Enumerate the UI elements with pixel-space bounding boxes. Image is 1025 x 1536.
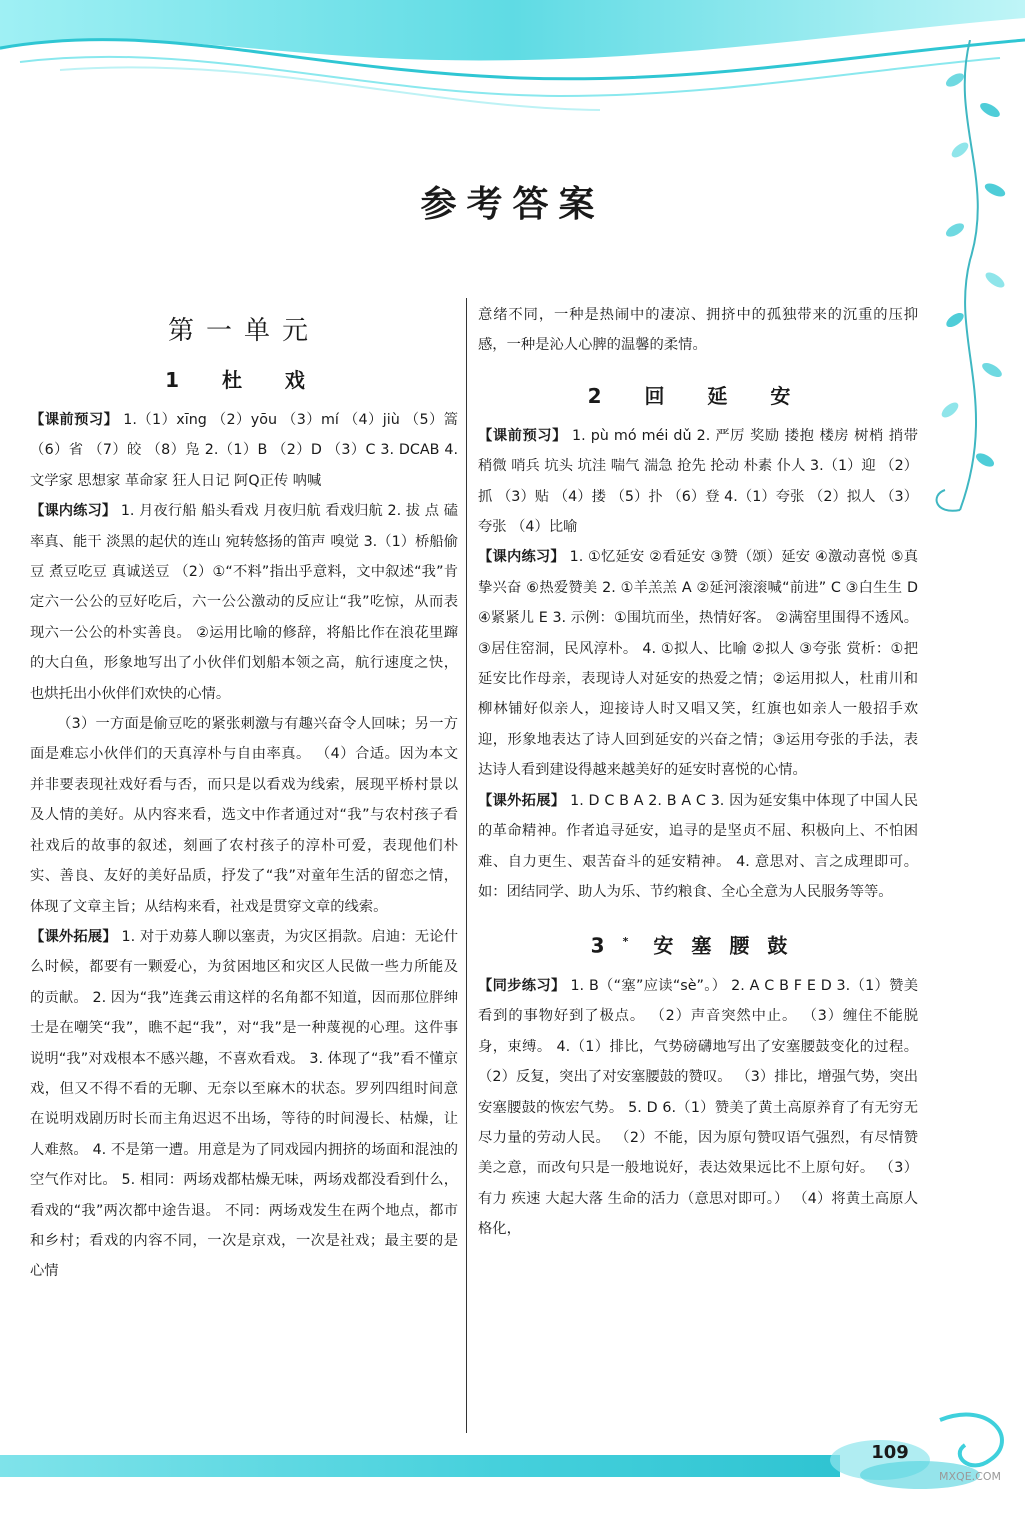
section-label: 【课内练习】	[478, 549, 565, 566]
section-label: 【课外拓展】	[30, 928, 117, 945]
vine-decoration	[900, 40, 1025, 520]
answer-text: 意绪不同，一种是热闹中的凄凉、拥挤中的孤独带来的沉重的压抑感，一种是沁人心脾的温馨的柔情。	[478, 307, 918, 354]
page-number: 109	[871, 1442, 909, 1463]
answer-paragraph	[478, 421, 918, 543]
unit-heading: 第一单元	[167, 316, 320, 346]
answer-paragraph	[30, 922, 458, 1287]
section-label: 【课外拓展】	[478, 792, 566, 809]
answer-paragraph	[478, 786, 918, 908]
section-label: 【课内练习】	[30, 503, 117, 520]
answer-text: 1. D C B A 2. B A C 3. 因为延安集中体现了中国人民的革命精神。作者追寻延安，追寻的是坚贞不屈、积极向上、不怕困难、自力更生、艰苦奋斗的延安精神。 4. 意思对、言之成理即可。如：团结同学、助人为乐、节约粮食、全心全意为人民服务等等。	[478, 792, 919, 900]
lesson-number: 3	[590, 933, 623, 958]
answer-text: 1. 对于劝募人聊以塞责，为灾区捐款。启迪：无论什么时候，都要有一颗爱心，为贫困地区和灾区人民做一些力所能及的贡献。 2. 因为“我”连龚云甫这样的名角都不知道，因而那位胖绅士是在嘲笑“我”，瞧不起“我”，对“我”是一种蔑视的心理。这件事说明“我”对戏根本不感兴趣，不喜欢看戏。 3. 体现了“我”看不懂京戏，但又不得不看的无聊、无奈以至麻木的状态。罗列四组时间意在说明戏剧历时长而主角迟迟不出场，等待的时间漫长、枯燥，让人难熬。 4. 不是第一遭。用意是为了同戏园内拥挤的场面和混浊的空气作对比。 5. 相同：两场戏都枯燥无味，两场戏都没看到什么，看戏的“我”两次都中途告退。 不同：两场戏发生在两个地点，都市和乡村；看戏的内容不同，一次是京戏，一次是社戏；最主要的是心情	[30, 928, 458, 1280]
page-title: 参考答案	[420, 183, 605, 225]
answer-text: 1. ①忆延安 ②看延安 ③赞（颂）延安 ④激动喜悦 ⑤真挚兴奋 ⑥热爱赞美 2. ①羊羔羔 A ②延河滚滚喊“前进” C ③白生生 D ④紧紧儿 E 3. 示例：①围坑而坐，热情好客。 ②满窑里围得不透风。 ③居住窑洞，民风淳朴。 4. ①拟人、比喻 ②拟人 ③夸张 赏析：①把延安比作母亲，表现诗人对延安的热爱之情；②运用拟人，杜甫川和柳林铺好似亲人，迎接诗人时又唱又笑，红旗也如亲人一般招手欢迎，形象地表达了诗人回到延安的兴奋之情；③运用夸张的手法，表达诗人看到建设得越来越美好的延安时喜悦的心情。	[478, 549, 918, 779]
footer-bar	[0, 1455, 840, 1477]
answer-text: 1. B（“塞”应读“sè”。） 2. A C B F E D 3.（1）赞美看到的事物好到了极点。 （2）声音突然中止。 （3）缠住不能脱身，束缚。 4.（1）排比，气势磅礴地写出了安塞腰鼓变化的过程。 （2）反复，突出了对安塞腰鼓的赞叹。 （3）排比，增强气势，突出安塞腰鼓的恢宏气势。 5. D 6.（1）赞美了黄土高原养育了有无穷无尽力量的劳动人民。 （2）不能，因为原句赞叹语气强烈，有尽情赞美之意，而改句只是一般地说好，表达效果远比不上原句好。 （3）有力 疾速 大起大落 生命的活力（意思对即可。） （4）将黄土高原人格化，	[478, 977, 918, 1238]
lesson-heading: 1 杜 戏	[165, 368, 323, 392]
answer-text: 1.（1）xīng （2）yōu （3）mí （4）jiù （5）篙 （6）省 （7）皎 （8）凫 2.（1）B （2）D （3）C 3. DCAB 4. 文学家 思想家 革命家 狂人日记 阿Q正传 呐喊	[30, 412, 458, 489]
section-label: 【课前预习】	[30, 412, 119, 428]
answer-paragraph	[478, 300, 918, 361]
lesson-heading	[478, 925, 918, 963]
answer-paragraph	[30, 405, 458, 496]
lesson-heading: 2 回 延 安	[587, 383, 809, 408]
header-banner	[0, 0, 1025, 120]
watermark: MXQE.COM	[939, 1470, 1001, 1483]
section-label: 【同步练习】	[478, 977, 566, 994]
answer-text: （3）一方面是偷豆吃的紧张刺激与有趣兴奋令人回味；另一方面是难忘小伙伴们的天真淳朴与自由率真。 （4）合适。因为本文并非要表现社戏好看与否，而只是以看戏为线索，展现平桥村景以及人情的美好。从内容来看，选文中作者通过对“我”与农村孩子看社戏后的故事的叙述，刻画了农村孩子的淳朴可爱，表现他们朴实、善良、友好的美好品质，抒发了“我”对童年生活的留恋之情，体现了文章主旨；从结构来看，社戏是贯穿文章的线索。	[30, 716, 458, 915]
optional-mark: *	[622, 935, 629, 949]
answer-paragraph	[30, 709, 458, 922]
answer-text: 1. 月夜行船 船头看戏 月夜归航 看戏归航 2. 拔 点 磕 率真、能干 淡黑的起伏的连山 宛转悠扬的笛声 嗅觉 3.（1）桥船偷豆 煮豆吃豆 真诚送豆 （2）①“不料”指出乎意料，文中叙述“我”肯定六一公公的豆好吃后，六一公公激动的反应让“我”吃惊，从而表现六一公公的朴实善良。 ②运用比喻的修辞，将船比作在浪花里蹿的大白鱼，形象地写出了小伙伴们划船本领之高，航行速度之快，也烘托出小伙伴们欢快的心情。	[30, 503, 458, 702]
lesson-title: 安塞腰鼓	[628, 933, 806, 958]
answer-paragraph	[478, 971, 918, 1245]
answer-text: 1. pù mó méi dǔ 2. 严厉 奖励 搂抱 楼房 树梢 捎带 稍微 哨兵 坑头 坑洼 喘气 湍急 抢先 抡动 朴素 仆人 3.（1）迎 （2）抓 （3）贴 （4）搂 （5）扑 （6）登 4.（1）夸张 （2）拟人 （3）夸张 （4）比喻	[478, 427, 919, 536]
answer-paragraph	[478, 542, 918, 785]
section-label: 【课前预习】	[478, 427, 567, 444]
answer-paragraph	[30, 496, 458, 709]
left-column	[30, 300, 458, 1287]
right-column	[478, 300, 918, 1245]
footer-swirl-decoration	[820, 1400, 1025, 1536]
column-divider	[466, 298, 467, 1433]
